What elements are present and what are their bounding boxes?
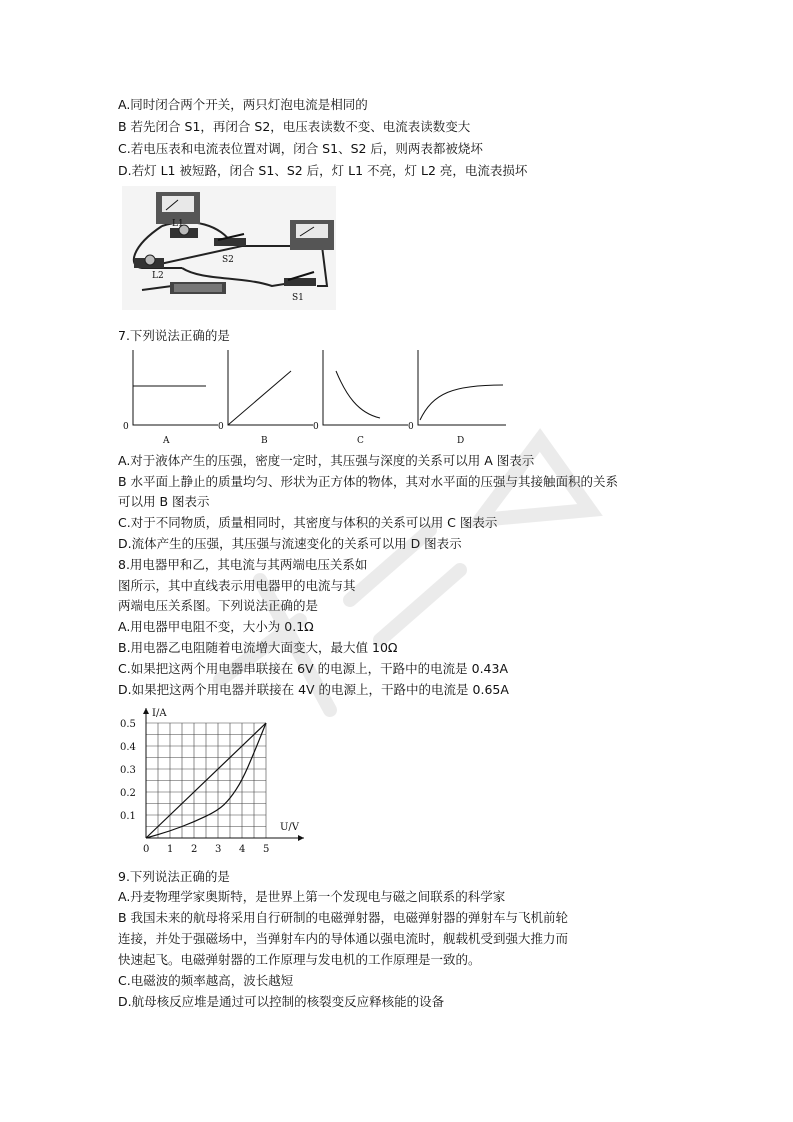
label-s1: S1 [292, 293, 304, 303]
x-tick-label: 0 [143, 844, 150, 855]
q8-option-d: D.如果把这两个用电器并联接在 4V 的电源上，干路中的电流是 0.65A [118, 682, 509, 697]
q9-option-b-cont-2: 快速起飞。电磁弹射器的工作原理与发电机的工作原理是一致的。 [118, 952, 481, 967]
y-axis-label: I/A [152, 708, 167, 719]
q6-option-a: A.同时闭合两个开关，两只灯泡电流是相同的 [118, 97, 368, 112]
q7-option-a: A.对于液体产生的压强，密度一定时，其压强与深度的关系可以用 A 图表示 [118, 453, 535, 468]
graph-d [408, 350, 506, 446]
y-tick-label: 0.4 [120, 742, 136, 753]
graph-d-origin: 0 [408, 422, 414, 432]
x-tick-label: 4 [239, 844, 246, 855]
q8-stem-line-3: 两端电压关系图。下列说法正确的是 [118, 598, 319, 613]
x-tick-label: 2 [191, 844, 198, 855]
label-l1: L1 [172, 219, 184, 229]
q6-option-b: B 若先闭合 S1，再闭合 S2，电压表读数不变、电流表读数变大 [118, 119, 471, 134]
graph-a [123, 350, 218, 446]
graph-b-letter: B [261, 436, 268, 446]
q8-stem-line-1: 8.用电器甲和乙，其电流与其两端电压关系如 [118, 557, 368, 572]
q8-option-c: C.如果把这两个用电器串联接在 6V 的电源上，干路中的电流是 0.43A [118, 661, 509, 676]
label-l2: L2 [152, 271, 164, 281]
y-tick-label: 0.5 [120, 719, 136, 730]
graph-c-letter: C [357, 436, 364, 446]
q7-option-c: C.对于不同物质，质量相同时，其密度与体积的关系可以用 C 图表示 [118, 515, 498, 530]
q9-option-b-cont-1: 连接，并处于强磁场中，当弹射车内的导体通以强电流时，舰载机受到强大推力而 [118, 931, 569, 946]
q7-option-d: D.流体产生的压强，其压强与流速变化的关系可以用 D 图表示 [118, 536, 462, 551]
q8-stem-line-2: 图所示，其中直线表示用电器甲的电流与其 [118, 578, 356, 593]
graph-a-letter: A [163, 436, 170, 446]
x-axis-arrow [298, 835, 304, 841]
q9-stem: 9.下列说法正确的是 [118, 869, 230, 884]
q7-graphs [118, 345, 518, 450]
q9-option-c: C.电磁波的频率越高，波长越短 [118, 973, 294, 988]
q9-option-d: D.航母核反应堆是通过可以控制的核裂变反应释核能的设备 [118, 994, 445, 1009]
graph-c [313, 350, 408, 446]
x-tick-label: 3 [215, 844, 222, 855]
y-axis-arrow [143, 708, 149, 714]
graph-b-origin: 0 [218, 422, 224, 432]
label-s2: S2 [222, 255, 234, 265]
iu-chart [118, 702, 318, 864]
x-tick-label: 1 [167, 844, 174, 855]
y-tick-label: 0.1 [120, 811, 136, 822]
circuit-photo [122, 186, 336, 310]
q8-option-b: B.用电器乙电阻随着电流增大面变大，最大值 10Ω [118, 640, 398, 655]
graph-b [218, 350, 313, 446]
q7-stem: 7.下列说法正确的是 [118, 328, 230, 343]
x-tick-label: 5 [263, 844, 270, 855]
q9-option-b: B 我国未来的航母将采用自行研制的电磁弹射器，电磁弹射器的弹射车与飞机前轮 [118, 910, 569, 925]
q9-option-a: A.丹麦物理学家奥斯特，是世界上第一个发现电与磁之间联系的科学家 [118, 889, 506, 904]
graph-d-letter: D [457, 436, 465, 446]
q6-option-d: D.若灯 L1 被短路，闭合 S1、S2 后，灯 L1 不亮，灯 L2 亮，电流表损坏 [118, 163, 528, 178]
y-tick-label: 0.2 [120, 788, 136, 799]
q8-option-a: A.用电器甲电阻不变，大小为 0.1Ω [118, 619, 314, 634]
y-tick-label: 0.3 [120, 765, 136, 776]
q7-option-b: B 水平面上静止的质量均匀、形状为正方体的物体，其对水平面的压强与其接触面积的关系 [118, 474, 619, 489]
q6-option-c: C.若电压表和电流表位置对调，闭合 S1、S2 后，则两表都被烧坏 [118, 141, 483, 156]
graph-a-origin: 0 [123, 422, 129, 432]
x-axis-label: U/V [280, 822, 300, 833]
graph-c-origin: 0 [313, 422, 319, 432]
q7-option-b-cont: 可以用 B 图表示 [118, 494, 210, 509]
